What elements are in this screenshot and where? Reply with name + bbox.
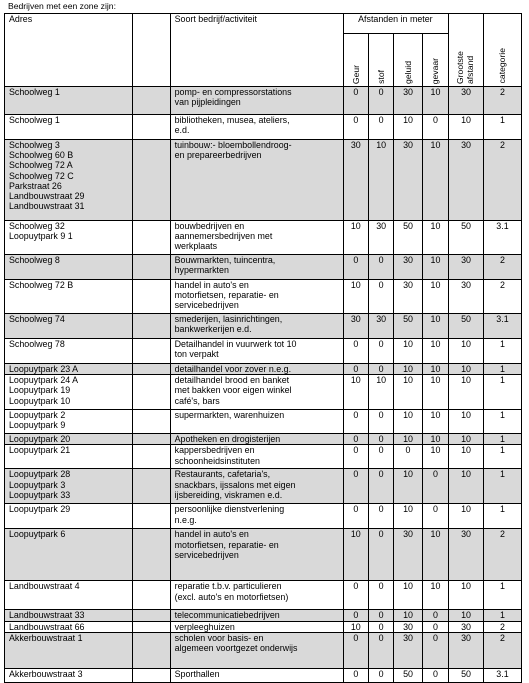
cell-adres	[5, 364, 133, 375]
cell-blank	[132, 115, 170, 140]
cell-stof: 30	[368, 221, 393, 255]
cell-stof: 10	[368, 375, 393, 410]
soort-line: en prepareerbedrijven	[174, 150, 262, 161]
cell-geluid: 10	[394, 469, 422, 504]
table-row	[5, 434, 522, 445]
soort-line: motorfietsen, reparatie- en	[174, 539, 279, 550]
table-row	[5, 314, 522, 339]
cell-adres	[5, 581, 133, 610]
adres-line: Loopuytpark 3	[9, 479, 66, 490]
cell-soort	[170, 504, 343, 529]
cell-geluid: 30	[394, 140, 422, 221]
header-afstanden: Afstanden in meter	[343, 14, 448, 34]
cell-cat: 3.1	[483, 314, 521, 339]
cell-cat: 1	[483, 581, 521, 610]
cell-geluid: 10	[394, 434, 422, 445]
cell-soort	[170, 410, 343, 434]
soort-line: schoonheidsinstituten	[174, 455, 260, 466]
cell-geur: 0	[343, 115, 368, 140]
cell-cat: 1	[483, 410, 521, 434]
cell-blank	[132, 140, 170, 221]
cell-gevaar: 10	[422, 410, 448, 434]
cell-cat: 2	[483, 255, 521, 280]
cell-soort	[170, 529, 343, 581]
soort-line: motorfietsen, reparatie- en	[174, 290, 279, 301]
table-row	[5, 668, 522, 682]
cell-grootste: 10	[449, 469, 484, 504]
table-row	[5, 375, 522, 410]
cell-soort	[170, 434, 343, 445]
soort-line: Bouwmarkten, tuincentra,	[174, 255, 276, 265]
cell-soort	[170, 314, 343, 339]
soort-line: tuinbouw:- bloembollendroog-	[174, 140, 292, 150]
cell-adres	[5, 115, 133, 140]
cell-grootste: 50	[449, 314, 484, 339]
cell-grootste: 10	[449, 339, 484, 364]
adres-line: Loopuytpark 9 1	[9, 231, 73, 242]
cell-soort	[170, 581, 343, 610]
table-row	[5, 280, 522, 314]
cell-stof: 0	[368, 445, 393, 469]
header-geur: Geur	[343, 34, 368, 87]
table-row	[5, 610, 522, 621]
header-categorie: categorie	[483, 14, 521, 87]
cell-grootste: 10	[449, 445, 484, 469]
cell-grootste: 30	[449, 140, 484, 221]
table-row	[5, 339, 522, 364]
cell-grootste: 10	[449, 610, 484, 621]
cell-grootste: 30	[449, 529, 484, 581]
soort-line: ton verpakt	[174, 349, 219, 360]
cell-geluid: 50	[394, 221, 422, 255]
cell-cat: 1	[483, 434, 521, 445]
cell-gevaar: 10	[422, 375, 448, 410]
cell-blank	[132, 529, 170, 581]
cell-soort	[170, 87, 343, 115]
soort-line: e.d.	[174, 125, 190, 136]
zone-table	[4, 13, 522, 683]
cell-soort	[170, 140, 343, 221]
table-row	[5, 255, 522, 280]
adres-line: Schoolweg 60 B	[9, 150, 74, 161]
cell-gevaar: 0	[422, 668, 448, 682]
cell-soort	[170, 610, 343, 621]
cell-gevaar: 0	[422, 621, 448, 632]
cell-cat: 2	[483, 621, 521, 632]
cell-soort	[170, 469, 343, 504]
cell-geluid: 30	[394, 87, 422, 115]
cell-gevaar: 0	[422, 632, 448, 668]
cell-adres	[5, 504, 133, 529]
cell-grootste: 30	[449, 621, 484, 632]
cell-geur: 10	[343, 375, 368, 410]
cell-geluid: 10	[394, 339, 422, 364]
cell-stof: 0	[368, 581, 393, 610]
table-row	[5, 469, 522, 504]
cell-soort	[170, 621, 343, 632]
adres-line: Loopuytpark 2	[9, 410, 66, 421]
cell-stof: 0	[368, 632, 393, 668]
adres-line: Akkerbouwstraat 1	[9, 632, 83, 643]
cell-geluid: 10	[394, 115, 422, 140]
cell-cat: 1	[483, 375, 521, 410]
cell-blank	[132, 375, 170, 410]
header-adres: Adres	[5, 14, 133, 87]
cell-gevaar: 0	[422, 504, 448, 529]
cell-gevaar: 10	[422, 339, 448, 364]
soort-line: bankwerkerijen e.d.	[174, 324, 252, 335]
cell-soort	[170, 221, 343, 255]
cell-geluid: 50	[394, 314, 422, 339]
adres-line: Loopuytpark 9	[9, 420, 66, 431]
cell-grootste: 30	[449, 87, 484, 115]
cell-cat: 2	[483, 280, 521, 314]
adres-line: Loopuytpark 21	[9, 445, 71, 456]
cell-adres	[5, 140, 133, 221]
soort-line: servicebedrijven	[174, 549, 239, 560]
soort-line: Apotheken en drogisterijen	[174, 434, 281, 445]
cell-stof: 30	[368, 314, 393, 339]
table-row	[5, 221, 522, 255]
cell-stof: 0	[368, 115, 393, 140]
soort-line: n.e.g.	[174, 514, 197, 525]
cell-adres	[5, 221, 133, 255]
cell-stof: 0	[368, 621, 393, 632]
cell-geur: 30	[343, 140, 368, 221]
header-blank	[132, 14, 170, 87]
cell-adres	[5, 410, 133, 434]
adres-line: Landbouwstraat 29	[9, 191, 85, 202]
cell-stof: 0	[368, 339, 393, 364]
soort-line: kappersbedrijven en	[174, 445, 255, 456]
cell-adres	[5, 280, 133, 314]
cell-blank	[132, 410, 170, 434]
cell-adres	[5, 375, 133, 410]
cell-geur: 0	[343, 87, 368, 115]
cell-geur: 0	[343, 469, 368, 504]
cell-grootste: 30	[449, 280, 484, 314]
adres-line: Loopuytpark 24 A	[9, 375, 79, 386]
cell-gevaar: 0	[422, 469, 448, 504]
cell-blank	[132, 280, 170, 314]
cell-grootste: 10	[449, 504, 484, 529]
cell-gevaar: 10	[422, 529, 448, 581]
cell-stof: 0	[368, 469, 393, 504]
cell-cat: 2	[483, 140, 521, 221]
cell-adres	[5, 314, 133, 339]
soort-line: bouwbedrijven en	[174, 221, 245, 231]
cell-blank	[132, 504, 170, 529]
cell-adres	[5, 469, 133, 504]
cell-geluid: 10	[394, 364, 422, 375]
cell-geluid: 10	[394, 410, 422, 434]
cell-geur: 0	[343, 632, 368, 668]
cell-blank	[132, 339, 170, 364]
cell-adres	[5, 529, 133, 581]
cell-blank	[132, 668, 170, 682]
table-caption: Bedrijven met een zone zijn:	[8, 1, 116, 11]
cell-soort	[170, 364, 343, 375]
cell-geluid: 30	[394, 632, 422, 668]
cell-cat: 1	[483, 610, 521, 621]
cell-cat: 3.1	[483, 668, 521, 682]
cell-gevaar: 0	[422, 115, 448, 140]
adres-line: Landbouwstraat 33	[9, 610, 85, 621]
table-row	[5, 364, 522, 375]
table-row	[5, 529, 522, 581]
adres-line: Akkerbouwstraat 3	[9, 668, 83, 679]
soort-line: supermarkten, warenhuizen	[174, 410, 285, 421]
cell-adres	[5, 255, 133, 280]
cell-soort	[170, 280, 343, 314]
cell-blank	[132, 581, 170, 610]
cell-geur: 0	[343, 610, 368, 621]
cell-soort	[170, 339, 343, 364]
soort-line: Sporthallen	[174, 668, 220, 679]
cell-stof: 0	[368, 504, 393, 529]
cell-adres	[5, 339, 133, 364]
adres-line: Loopuytpark 19	[9, 385, 71, 396]
cell-geur: 30	[343, 314, 368, 339]
soort-line: bibliotheken, musea, ateliers,	[174, 115, 290, 125]
cell-geluid: 30	[394, 529, 422, 581]
cell-geur: 0	[343, 504, 368, 529]
cell-grootste: 10	[449, 364, 484, 375]
cell-blank	[132, 221, 170, 255]
cell-gevaar: 10	[422, 445, 448, 469]
adres-line: Loopuytpark 33	[9, 489, 71, 500]
soort-line: verpleeghuizen	[174, 621, 235, 632]
cell-gevaar: 10	[422, 280, 448, 314]
cell-soort	[170, 668, 343, 682]
cell-geluid: 0	[394, 445, 422, 469]
adres-line: Schoolweg 3	[9, 140, 60, 150]
cell-blank	[132, 87, 170, 115]
cell-geluid: 30	[394, 255, 422, 280]
soort-line: handel in auto's en	[174, 529, 249, 540]
adres-line: Loopuytpark 29	[9, 504, 71, 515]
cell-blank	[132, 469, 170, 504]
cell-geur: 0	[343, 445, 368, 469]
adres-line: Loopuytpark 6	[9, 529, 66, 540]
cell-adres	[5, 632, 133, 668]
cell-geur: 10	[343, 621, 368, 632]
cell-adres	[5, 610, 133, 621]
adres-line: Schoolweg 72 A	[9, 160, 73, 171]
cell-geur: 0	[343, 364, 368, 375]
cell-stof: 0	[368, 364, 393, 375]
soort-line: aannemersbedrijven met	[174, 231, 273, 242]
cell-cat: 1	[483, 445, 521, 469]
cell-stof: 0	[368, 87, 393, 115]
cell-blank	[132, 445, 170, 469]
soort-line: reparatie t.b.v. particulieren	[174, 581, 282, 592]
cell-gevaar: 10	[422, 255, 448, 280]
cell-geur: 0	[343, 668, 368, 682]
cell-blank	[132, 364, 170, 375]
header-soort: Soort bedrijf/activiteit	[170, 14, 343, 87]
cell-adres	[5, 445, 133, 469]
soort-line: Restaurants, cafetaria's,	[174, 469, 271, 480]
cell-blank	[132, 610, 170, 621]
soort-line: snackbars, ijssalons met eigen	[174, 479, 296, 490]
adres-line: Landbouwstraat 66	[9, 621, 85, 632]
cell-cat: 1	[483, 339, 521, 364]
cell-geur: 0	[343, 410, 368, 434]
soort-line: detailhandel voor zover n.e.g.	[174, 364, 292, 374]
cell-blank	[132, 434, 170, 445]
cell-gevaar: 10	[422, 87, 448, 115]
table-row	[5, 115, 522, 140]
cell-gevaar: 10	[422, 364, 448, 375]
adres-line: Schoolweg 1	[9, 115, 60, 125]
soort-line: detailhandel brood en banket	[174, 375, 290, 386]
table-row	[5, 581, 522, 610]
header-stof: stof	[368, 34, 393, 87]
cell-stof: 0	[368, 280, 393, 314]
soort-line: scholen voor basis- en	[174, 632, 264, 643]
cell-geur: 0	[343, 255, 368, 280]
cell-geluid: 50	[394, 668, 422, 682]
soort-line: ijsbereiding, viskramen e.d.	[174, 489, 283, 500]
adres-line: Parkstraat 26	[9, 180, 62, 191]
cell-grootste: 10	[449, 410, 484, 434]
cell-grootste: 50	[449, 668, 484, 682]
cell-blank	[132, 632, 170, 668]
soort-line: algemeen voortgezet onderwijs	[174, 643, 298, 654]
cell-cat: 1	[483, 364, 521, 375]
cell-stof: 0	[368, 410, 393, 434]
cell-adres	[5, 621, 133, 632]
soort-line: smederijen, lasinrichtingen,	[174, 314, 283, 324]
cell-cat: 3.1	[483, 221, 521, 255]
cell-adres	[5, 87, 133, 115]
cell-grootste: 30	[449, 632, 484, 668]
soort-line: (excl. auto's en motorfietsen)	[174, 591, 289, 602]
cell-geur: 0	[343, 581, 368, 610]
cell-geluid: 10	[394, 504, 422, 529]
soort-line: werkplaats	[174, 241, 218, 252]
cell-stof: 0	[368, 668, 393, 682]
soort-line: servicebedrijven	[174, 300, 239, 311]
adres-line: Schoolweg 1	[9, 87, 60, 97]
adres-line: Loopuytpark 10	[9, 395, 71, 406]
cell-grootste: 10	[449, 375, 484, 410]
header-geluid: geluid	[394, 34, 422, 87]
soort-line: handel in auto's en	[174, 280, 249, 290]
cell-stof: 0	[368, 434, 393, 445]
adres-line: Schoolweg 72 B	[9, 280, 74, 290]
cell-geluid: 30	[394, 280, 422, 314]
cell-stof: 0	[368, 255, 393, 280]
adres-line: Schoolweg 8	[9, 255, 60, 265]
cell-geluid: 10	[394, 610, 422, 621]
adres-line: Loopuytpark 20	[9, 434, 71, 445]
table-row	[5, 87, 522, 115]
cell-geluid: 30	[394, 621, 422, 632]
cell-soort	[170, 632, 343, 668]
header-gevaar: gevaar	[422, 34, 448, 87]
adres-line: Schoolweg 72 C	[9, 170, 74, 181]
cell-stof: 0	[368, 610, 393, 621]
cell-gevaar: 0	[422, 610, 448, 621]
cell-cat: 1	[483, 469, 521, 504]
table-row	[5, 621, 522, 632]
cell-cat: 1	[483, 115, 521, 140]
cell-grootste: 10	[449, 434, 484, 445]
cell-grootste: 30	[449, 255, 484, 280]
cell-blank	[132, 314, 170, 339]
adres-line: Loopuytpark 23 A	[9, 364, 79, 374]
soort-line: café's, bars	[174, 395, 220, 406]
cell-adres	[5, 668, 133, 682]
cell-grootste: 10	[449, 581, 484, 610]
cell-soort	[170, 375, 343, 410]
table-row	[5, 410, 522, 434]
soort-line: persoonlijke dienstverlening	[174, 504, 285, 515]
adres-line: Schoolweg 78	[9, 339, 65, 349]
adres-line: Schoolweg 74	[9, 314, 65, 324]
header-grootste: Grootste afstand	[449, 14, 484, 87]
cell-gevaar: 10	[422, 434, 448, 445]
adres-line: Schoolweg 32	[9, 221, 65, 231]
adres-line: Landbouwstraat 31	[9, 201, 85, 212]
cell-blank	[132, 255, 170, 280]
cell-grootste: 10	[449, 115, 484, 140]
cell-cat: 1	[483, 504, 521, 529]
cell-geluid: 10	[394, 375, 422, 410]
cell-soort	[170, 115, 343, 140]
cell-grootste: 50	[449, 221, 484, 255]
cell-geur: 0	[343, 339, 368, 364]
cell-blank	[132, 621, 170, 632]
cell-geur: 0	[343, 434, 368, 445]
cell-soort	[170, 445, 343, 469]
table-row	[5, 504, 522, 529]
soort-line: telecommunicatiebedrijven	[174, 610, 280, 621]
cell-geur: 10	[343, 280, 368, 314]
cell-gevaar: 10	[422, 314, 448, 339]
table-row	[5, 445, 522, 469]
cell-cat: 2	[483, 529, 521, 581]
cell-geur: 10	[343, 221, 368, 255]
soort-line: hypermarkten	[174, 265, 229, 276]
cell-geluid: 10	[394, 581, 422, 610]
table-row	[5, 140, 522, 221]
cell-gevaar: 10	[422, 140, 448, 221]
soort-line: pomp- en compressorstations	[174, 87, 292, 97]
table-row	[5, 632, 522, 668]
cell-adres	[5, 434, 133, 445]
cell-gevaar: 10	[422, 221, 448, 255]
soort-line: Detailhandel in vuurwerk tot 10	[174, 339, 297, 349]
soort-line: met bakken voor eigen winkel	[174, 385, 292, 396]
soort-line: van pijpleidingen	[174, 97, 241, 108]
cell-gevaar: 10	[422, 581, 448, 610]
cell-stof: 10	[368, 140, 393, 221]
cell-stof: 0	[368, 529, 393, 581]
cell-geur: 10	[343, 529, 368, 581]
cell-soort	[170, 255, 343, 280]
adres-line: Landbouwstraat 4	[9, 581, 80, 592]
adres-line: Loopuytpark 28	[9, 469, 71, 480]
cell-cat: 2	[483, 87, 521, 115]
cell-cat: 2	[483, 632, 521, 668]
